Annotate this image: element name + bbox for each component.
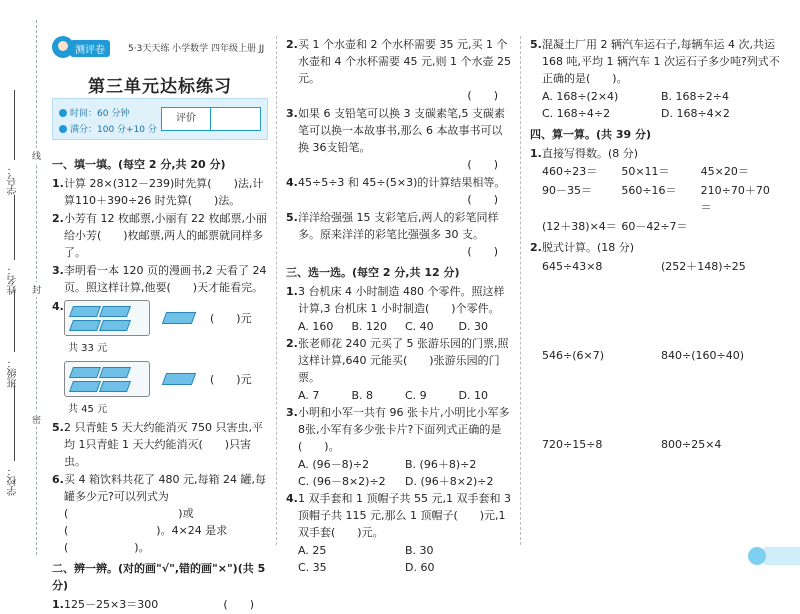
written-item: 840÷(160÷40)	[661, 349, 745, 362]
s3-q3-options: A. (96－8)÷2 B. (96＋8)÷2 C. (96－8×2)÷2 D. (96＋8×2)÷2	[298, 458, 494, 488]
info-box	[52, 98, 268, 140]
column-divider-1	[276, 36, 277, 545]
school-label: 学校：	[8, 466, 19, 496]
s3-q2-options: A. 7 B. 8 C. 9 D. 10	[298, 389, 488, 402]
column-1	[52, 152, 268, 614]
seal-char-1: 线	[32, 148, 41, 163]
oral-item: 60－42÷7＝	[621, 220, 688, 233]
s1-q6: 6. 买 4 箱饮料共花了 480 元,每箱 24 罐,每罐多少元?可以列式为( )或( )。4×24 是求( )。	[52, 473, 266, 554]
s1-q3: 3. 李明看一本 120 页的漫画书,2 天看了 24 页。照这样计算,他要( )天才能看完。	[52, 264, 267, 294]
student-id-label: 学号：	[8, 165, 19, 195]
s2-q4: 4. 45÷5÷3 和 45÷(5×3)的计算结果相等。 ( )	[286, 176, 506, 206]
q4-price-2: 共 45 元	[68, 404, 108, 415]
s1-q5: 5. 2 只青蛙 5 天大约能消灭 750 只害虫,平均 1只青蛙 1 天大约能消灭( )只害虫。	[52, 421, 263, 468]
oral-item: 90－35＝	[542, 184, 592, 197]
book-row-1	[64, 298, 268, 338]
seal-char-3: 密	[32, 412, 41, 427]
s3-q5-options: A. 168÷(2×4) B. 168÷2÷4 C. 168÷4÷2 D. 168÷4×2	[542, 90, 730, 120]
written-item: 720÷15÷8	[542, 438, 603, 451]
book-bundle-image	[64, 300, 150, 336]
s2-q1: 1. 125－25×3＝300 ( )	[52, 598, 254, 611]
oral-item: 210÷70＋70＝	[700, 184, 770, 214]
written-item: (252＋148)÷25	[661, 260, 746, 273]
school-line	[14, 385, 15, 461]
single-book-image-2	[162, 373, 196, 385]
q4-blank-1: ( )元	[210, 311, 252, 325]
section2-heading: 二、辨一辨。(对的画"√",错的画"×")(共 5 分)	[52, 562, 266, 592]
oral-item: 45×20＝	[700, 165, 749, 178]
oral-item: 460÷23＝	[542, 165, 598, 178]
s3-q1: 1. 3 台机床 4 小时制造 480 个零件。照这样计算,3 台机床 1 小时制造( )个零件。	[286, 285, 505, 315]
time-info	[59, 106, 129, 119]
s3-q1-options: A. 160 B. 120 C. 40 D. 30	[298, 320, 488, 333]
class-line	[14, 290, 15, 352]
s1-q4: 4. ( )元 共 33 元 ( )元 共 45 元	[52, 298, 268, 418]
oral-item: 560÷16＝	[621, 184, 677, 197]
student-id-line	[14, 90, 15, 160]
column-2	[286, 36, 512, 576]
s3-q2: 2. 张老师花 240 元买了 5 张游乐园的门票,照这样计算,640 元能买( )张游乐园的门票。	[286, 337, 509, 384]
binding-margin	[0, 0, 44, 575]
grade-box	[161, 107, 261, 131]
name-label: 姓名：	[8, 265, 19, 295]
q4-price-1: 共 33 元	[68, 343, 108, 354]
s3-q4: 4. 1 双手套和 1 顶帽子共 55 元,1 双手套和 3 顶帽子共 115 元,那么 1 顶帽子( )元,1 双手套( )元。	[286, 492, 511, 539]
score-text: 满分：100 分+10 分	[70, 125, 157, 135]
page-title: 第三单元达标练习	[88, 77, 232, 97]
s3-q4-options: A. 25 B. 30 C. 35 D. 60	[298, 544, 435, 574]
written-item: 645÷43×8	[542, 260, 603, 273]
column-3	[530, 36, 780, 453]
page-tab-decoration	[764, 547, 800, 565]
single-book-image	[162, 312, 196, 324]
score-icon	[59, 125, 67, 133]
name-line	[14, 195, 15, 260]
seal-char-2: 封	[32, 282, 41, 297]
oral-calc-grid	[530, 163, 780, 235]
grade-label: 评价	[162, 108, 211, 130]
page-header	[52, 36, 268, 60]
written-item: 800÷25×4	[661, 438, 722, 451]
s4-q2: 2. 脱式计算。(18 分)	[530, 241, 635, 254]
book-bundle-image-2	[64, 361, 150, 397]
clock-icon	[59, 109, 67, 117]
oral-item: 50×11＝	[621, 165, 670, 178]
s1-q1: 1. 计算 28×(312－239)时先算( )法,计算110＋390÷26 时先算( )法。	[52, 177, 264, 207]
s4-q1: 1. 直接写得数。(8 分)	[530, 147, 639, 160]
s2-q5: 5. 洋洋给强强 15 支彩笔后,两人的彩笔同样多。原来洋洋的彩笔比强强多 30 支。 ( )	[286, 211, 499, 258]
written-item: 546÷(6×7)	[542, 349, 605, 362]
written-calc-grid	[530, 258, 780, 453]
page-number-badge	[748, 547, 766, 565]
column-divider-2	[520, 36, 521, 545]
s3-q3: 3. 小明和小军一共有 96 张卡片,小明比小军多 8张,小军有多少张卡片?下面列式正确的是( )。	[286, 406, 510, 453]
section3-heading: 三、选一选。(每空 2 分,共 12 分)	[286, 266, 460, 279]
time-text: 时间：60 分钟	[70, 109, 130, 119]
series-label: 5·3天天练 小学数学 四年级上册 JJ	[128, 44, 265, 54]
class-label: 班级：	[8, 358, 19, 388]
section4-heading: 四、算一算。(共 39 分)	[530, 128, 652, 141]
s2-q3: 3. 如果 6 支铅笔可以换 3 支碳素笔,5 支碳素笔可以换一本故事书,那么 6 本故事书可以换 36支铅笔。 ( )	[286, 107, 505, 171]
section1-heading: 一、填一填。(每空 2 分,共 20 分)	[52, 158, 226, 171]
q4-blank-2: ( )元	[210, 372, 252, 386]
test-badge: 测评卷	[70, 40, 110, 57]
book-row-2	[64, 359, 268, 399]
score-info	[59, 122, 157, 135]
oral-item: (12＋38)×4＝	[542, 220, 617, 233]
s3-q5: 5. 混凝土厂用 2 辆汽车运石子,每辆车运 4 次,共运 168 吨,平均 1 辆汽车 1 次运石子多少吨?列式不正确的是( )。	[530, 38, 780, 85]
s1-q2: 2. 小芳有 12 枚邮票,小丽有 22 枚邮票,小丽给小芳( )枚邮票,两人的邮票就同样多了。	[52, 212, 267, 259]
s2-q2: 2. 买 1 个水壶和 2 个水杯需要 35 元,买 1 个水壶和 4 个水杯需要 45 元,则 1 个水壶 25 元。 ( )	[286, 38, 511, 102]
